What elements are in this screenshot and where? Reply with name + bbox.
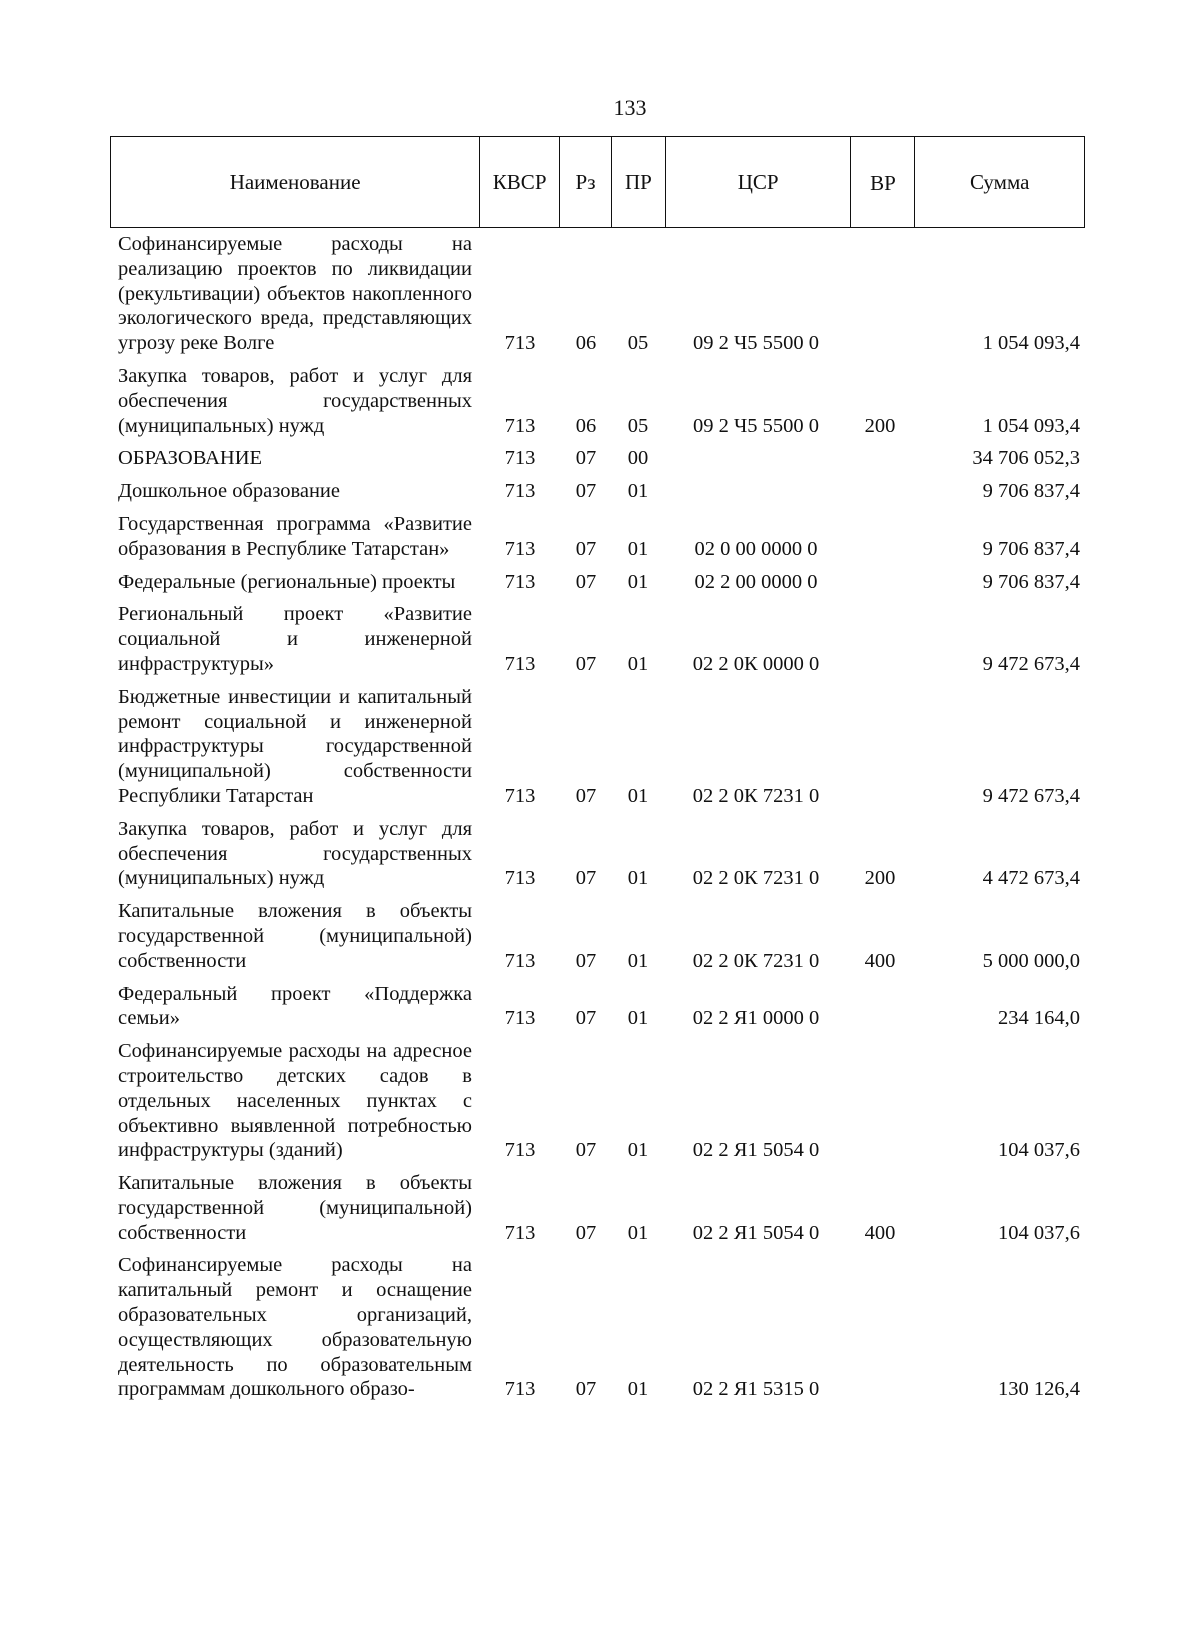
row-name: Дошкольное образование [118,480,340,503]
row-kvsr: 713 [504,480,536,503]
row-vr: 400 [864,949,896,972]
row-sum: 9 472 673,4 [982,652,1080,675]
row-name: Региональный проект «Развитие социальной и инженерной инфраструктуры» [118,603,472,675]
row-csr: 02 0 00 0000 0 [694,537,818,560]
row-kvsr: 713 [504,652,536,675]
row-csr: 02 2 Я1 5315 0 [692,1378,820,1401]
row-csr: 09 2 Ч5 5500 0 [692,332,820,355]
row-sum: 104 037,6 [998,1139,1080,1162]
row-rz: 06 [575,414,597,437]
row-rz: 07 [575,480,597,503]
row-pr: 05 [627,332,649,355]
row-vr: 200 [864,414,896,437]
row-pr: 01 [627,784,649,807]
row-sum: 4 472 673,4 [982,867,1080,890]
table-row [118,479,1080,504]
row-rz: 07 [575,1139,597,1162]
row-pr: 00 [627,447,649,470]
row-rz: 07 [575,1221,597,1244]
row-kvsr: 713 [504,784,536,807]
row-pr: 01 [627,1378,649,1401]
row-csr: 02 2 00 0000 0 [694,570,818,593]
table-row [118,685,1080,809]
row-kvsr: 713 [504,570,536,593]
row-kvsr: 713 [504,332,536,355]
row-pr: 01 [627,480,649,503]
header-csr: ЦСР [666,137,852,227]
row-kvsr: 713 [504,414,536,437]
page-number: 133 [613,95,647,120]
row-sum: 9 706 837,4 [982,570,1080,593]
table-header [110,136,1085,228]
row-sum: 1 054 093,4 [982,414,1080,437]
table-row [118,232,1080,356]
row-rz: 07 [575,537,597,560]
table-row [118,1171,1080,1245]
row-name: Закупка товаров, работ и услуг для обеспечения государственных (муниципальных) нужд [118,364,472,437]
row-rz: 07 [575,867,597,890]
header-kvsr: КВСР [480,137,560,227]
row-kvsr: 713 [504,537,536,560]
row-sum: 9 706 837,4 [982,537,1080,560]
row-csr: 02 2 0К 7231 0 [692,867,820,890]
table-row [118,817,1080,891]
table-body [118,232,1080,1402]
row-vr: 400 [864,1221,896,1244]
row-csr: 02 2 Я1 5054 0 [692,1139,820,1162]
row-name: Софинансируемые расходы на реализацию проектов по ликвидации (рекультивации) объектов накопленного экологического вреда, представляющих угрозу реке Волге [118,233,472,355]
table-row [118,1039,1080,1163]
row-csr: 02 2 Я1 5054 0 [692,1221,820,1244]
row-pr: 01 [627,652,649,675]
row-pr: 01 [627,570,649,593]
header-pr: ПР [612,137,666,227]
row-kvsr: 713 [504,447,536,470]
header-sum: Сумма [969,169,1030,194]
table-row [118,446,1080,471]
table-row [118,364,1080,438]
row-name: Капитальные вложения в объекты государственной (муниципальной) собственности [118,900,472,972]
row-name: Государственная программа «Развитие образования в Республике Татарстан» [118,512,472,560]
row-csr: 02 2 0К 7231 0 [692,784,820,807]
row-pr: 01 [627,867,649,890]
row-csr: 02 2 Я1 0000 0 [692,1007,820,1030]
row-sum: 34 706 052,3 [972,447,1080,470]
row-rz: 07 [575,1378,597,1401]
row-rz: 07 [575,447,597,470]
header-name: Наименование [111,137,480,227]
row-name: ОБРАЗОВАНИЕ [118,447,263,470]
row-kvsr: 713 [504,1221,536,1244]
row-sum: 130 126,4 [998,1378,1080,1401]
row-csr: 02 2 0К 7231 0 [692,949,820,972]
row-rz: 07 [575,570,597,593]
row-pr: 05 [627,414,649,437]
row-rz: 07 [575,1007,597,1030]
table-row [118,982,1080,1032]
row-sum: 9 706 837,4 [982,480,1080,503]
row-kvsr: 713 [504,1378,536,1401]
row-name: Федеральный проект «Поддержка семьи» [118,982,472,1030]
row-sum: 5 000 000,0 [982,949,1080,972]
row-name: Бюджетные инвестиции и капитальный ремонт социальной и инженерной инфраструктуры государственной (муниципальной) собственности Республики Татарстан [118,685,472,807]
row-kvsr: 713 [504,1139,536,1162]
row-pr: 01 [627,1007,649,1030]
row-kvsr: 713 [504,1007,536,1030]
table-row [118,602,1080,676]
row-sum: 104 037,6 [998,1221,1080,1244]
row-rz: 06 [575,332,597,355]
row-pr: 01 [627,1221,649,1244]
header-vr: ВР [851,137,915,227]
row-vr: 200 [864,867,896,890]
row-pr: 01 [627,537,649,560]
row-rz: 07 [575,652,597,675]
row-name: Федеральные (региональные) проекты [118,570,456,593]
row-csr: 09 2 Ч5 5500 0 [692,414,820,437]
row-rz: 07 [575,949,597,972]
row-sum: 1 054 093,4 [982,332,1080,355]
row-kvsr: 713 [504,867,536,890]
row-pr: 01 [627,949,649,972]
row-rz: 07 [575,784,597,807]
row-name: Софинансируемые расходы на капитальный ремонт и оснащение образовательных организаций, осуществляющих образовательную деятельность по образовательным программам дошкольного образо- [118,1254,472,1401]
table-row [118,899,1080,973]
table-row [118,570,1080,595]
row-name: Закупка товаров, работ и услуг для обеспечения государственных (муниципальных) нужд [118,817,472,890]
table-row [118,512,1080,562]
row-kvsr: 713 [504,949,536,972]
table-row [118,1253,1080,1402]
row-name: Софинансируемые расходы на адресное строительство детских садов в отдельных населенных пунктах с объективно выявленной потребностью инфраструктуры (зданий) [118,1040,472,1162]
row-pr: 01 [627,1139,649,1162]
header-rz: Рз [560,137,612,227]
row-name: Капитальные вложения в объекты государственной (муниципальной) собственности [118,1172,472,1244]
row-sum: 234 164,0 [998,1007,1080,1030]
row-sum: 9 472 673,4 [982,784,1080,807]
row-csr: 02 2 0К 0000 0 [692,652,820,675]
